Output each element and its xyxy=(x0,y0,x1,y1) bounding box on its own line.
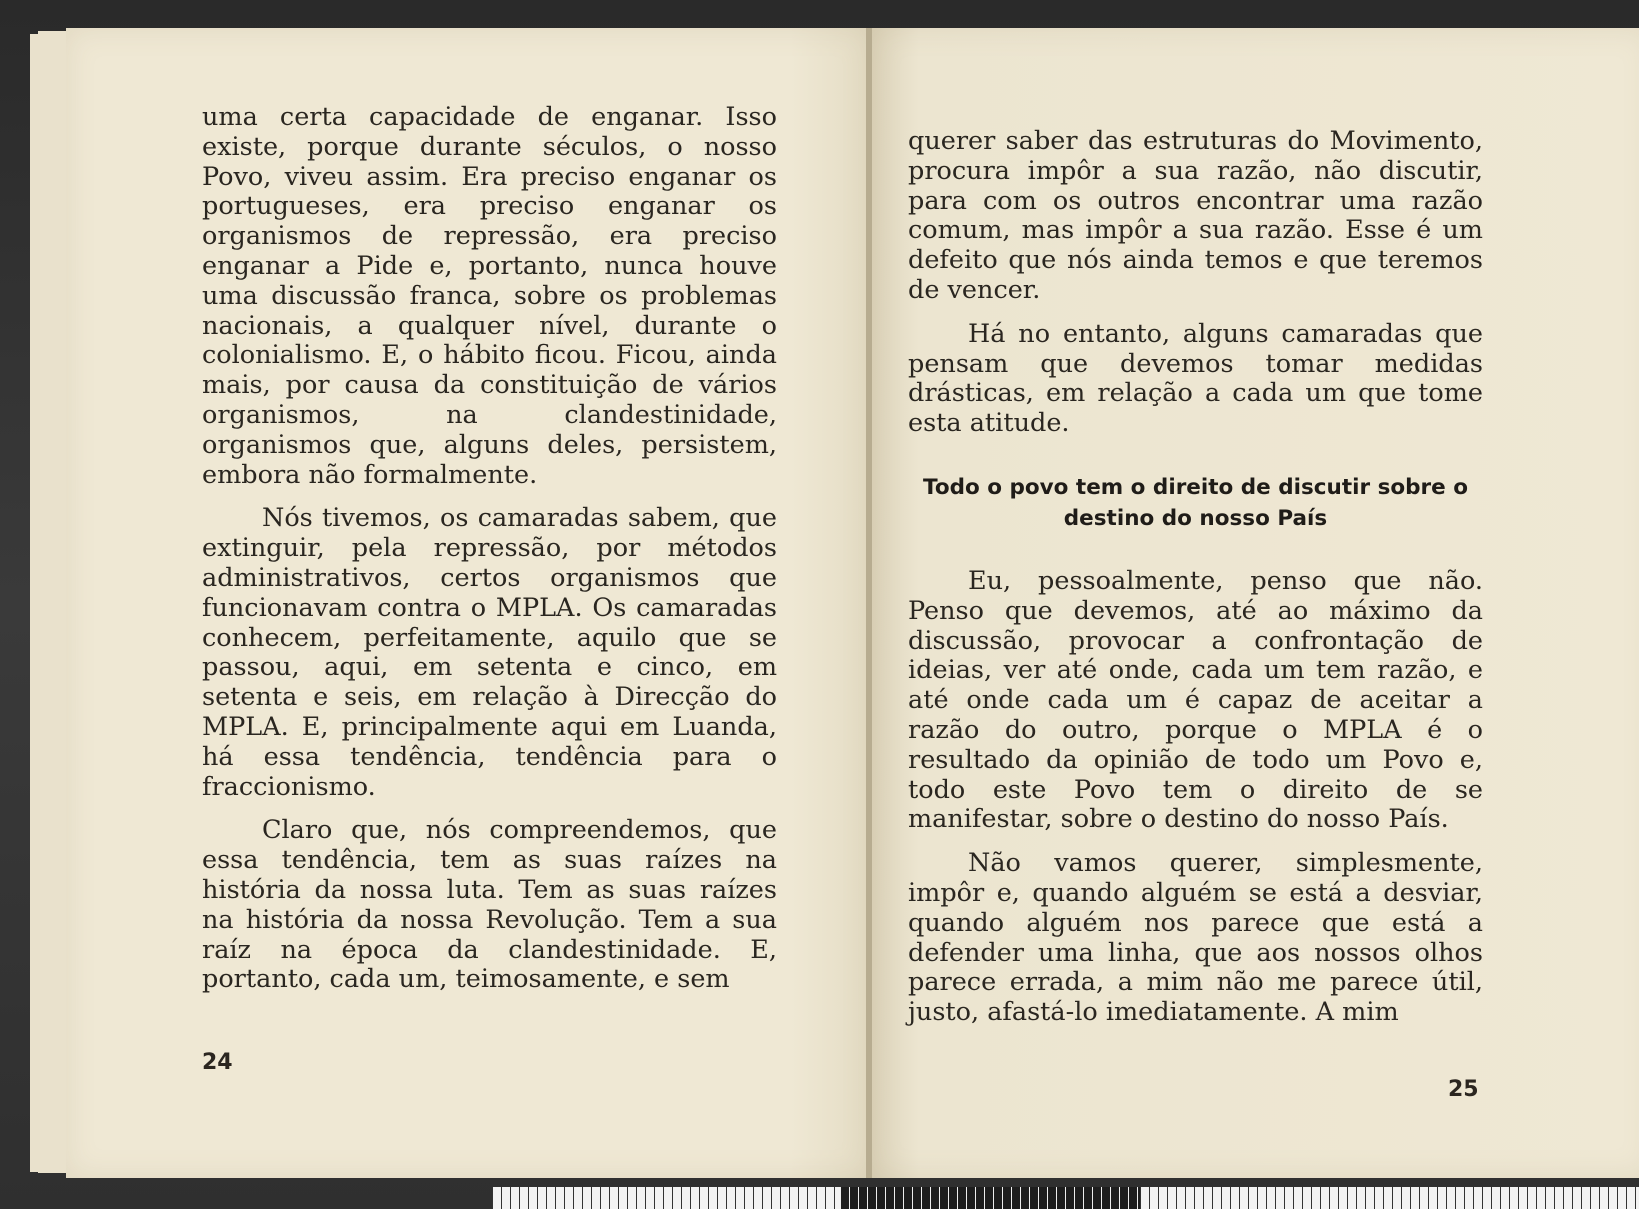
paragraph: Nós tivemos, os camaradas sabem, que extinguir, pela repressão, por métodos administrativos, certos organismos que funcionavam contra o MPLA. Os camaradas conhecem, perfeitamente, aquilo que se passou, aqui, em setenta e cinco, em setenta e seis, em relação à Direcção do MPLA. E, principalmente aqui em Luanda, há essa tendência, tendência para o fraccionismo. xyxy=(202,503,777,802)
right-page-text-top xyxy=(908,127,1483,439)
scale-ruler-dark-segment xyxy=(840,1187,1140,1209)
page-number-left: 24 xyxy=(202,1050,233,1075)
paragraph: Claro que, nós compreendemos, que essa tendência, tem as suas raízes na história da nossa luta. Tem as suas raízes na história da nossa Revolução. Tem a sua raíz na época da clandestinidade. E, portanto, cada um, teimosamente, e sem xyxy=(202,815,777,995)
paragraph: Não vamos querer, simplesmente, impôr e, quando alguém se está a desviar, quando alguém nos parece que está a defender uma linha, que aos nossos olhos parece errada, a mim não me parece útil, justo, afastá-lo imediatamente. A mim xyxy=(908,848,1483,1028)
right-page-text-bottom xyxy=(908,567,1483,1028)
paragraph: Há no entanto, alguns camaradas que pensam que devemos tomar medidas drásticas, em relação a cada um que tome esta atitude. xyxy=(908,318,1483,439)
section-heading: Todo o povo tem o direito de discutir sobre o destino do nosso País xyxy=(923,475,1468,531)
left-page-text xyxy=(202,103,777,995)
paragraph: Eu, pessoalmente, penso que não. Penso que devemos, até ao máximo da discussão, provocar a confrontação de ideias, ver até onde, cada um tem razão, e até onde cada um é capaz de aceitar a razão do outro, porque o MPLA é o resultado da opinião de todo um Povo e, todo este Povo tem o direito de se manifestar, sobre o destino do nosso País. xyxy=(908,566,1483,835)
paragraph: querer saber das estruturas do Movimento, procura impôr a sua razão, não discutir, para com os outros encontrar uma razão comum, mas impôr a sua razão. Esse é um defeito que nós ainda temos e que teremos de vencer. xyxy=(908,126,1483,305)
paragraph: uma certa capacidade de enganar. Isso existe, porque durante séculos, o nosso Povo, viveu assim. Era preciso enganar os portugueses, era preciso enganar os organismos de repressão, era preciso enganar a Pide e, portanto, nunca houve uma discussão franca, sobre os problemas nacionais, a qualquer nível, durante o colonialismo. E, o hábito ficou. Ficou, ainda mais, por causa da constituição de vários organismos, na clandestinidade, organismos que, alguns deles, persistem, embora não formalmente. xyxy=(202,102,777,490)
page-number-right: 25 xyxy=(1448,1077,1479,1102)
